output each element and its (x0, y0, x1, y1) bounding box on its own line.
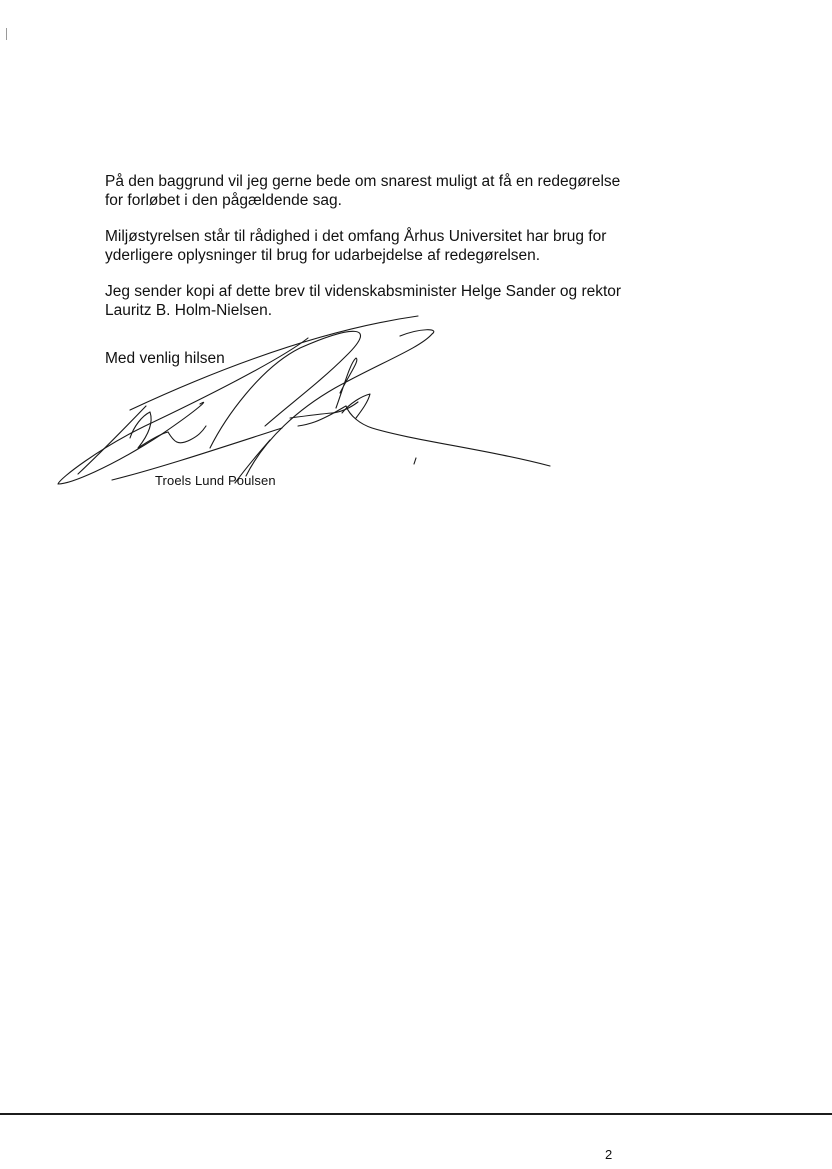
closing-greeting: Med venlig hilsen (105, 350, 225, 367)
paragraph-request: På den baggrund vil jeg gerne bede om snarest muligt at få en redegørelse for forløbet i den pågældende sag. (105, 173, 621, 209)
footer-divider (0, 1113, 832, 1115)
signer-name: Troels Lund Poulsen (155, 473, 276, 488)
page-number: 2 (605, 1147, 613, 1162)
paragraph-assistance: Miljøstyrelsen står til rådighed i det omfang Århus Universitet har brug for yderligere oplysninger til brug for udarbejdelse af redegørelsen. (105, 228, 607, 264)
scan-artifact-mark (6, 28, 7, 40)
paragraph-copy-notice: Jeg sender kopi af dette brev til videnskabsminister Helge Sander og rektor Lauritz B. Holm-Nielsen. (105, 283, 622, 319)
handwritten-signature-icon (50, 308, 560, 493)
